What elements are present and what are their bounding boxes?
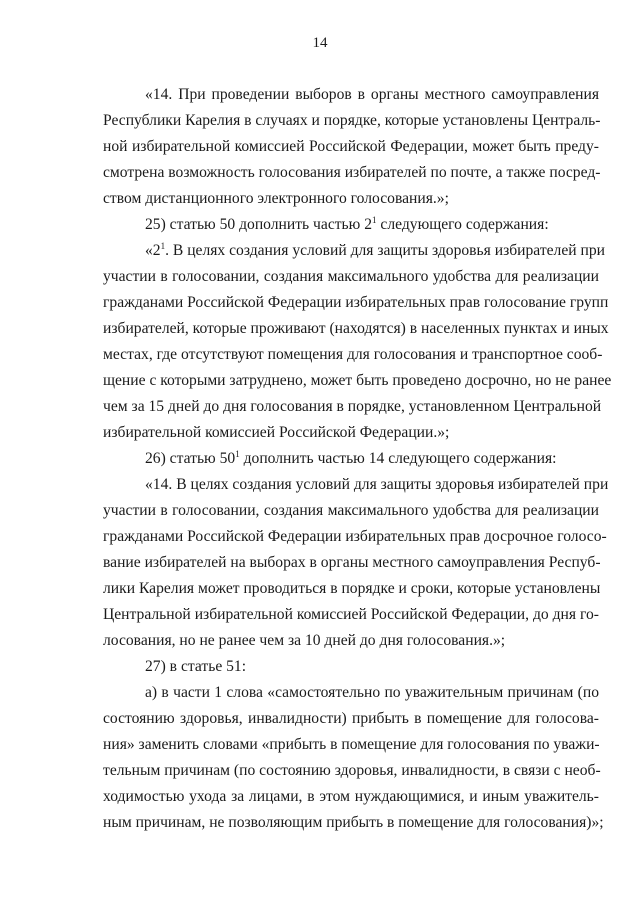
text-fragment: следующего содержания: bbox=[376, 216, 549, 233]
text-line: ной избирательной комиссией Российской Федерации, может быть преду- bbox=[103, 138, 599, 155]
text-line: тельным причинам (по состоянию здоровья, инвалидности, в связи с необ- bbox=[103, 762, 601, 779]
text-line: Республики Карелия в случаях и порядке, которые установлены Централь- bbox=[103, 112, 601, 129]
text-line: участии в голосовании, создания максимального удобства для реализации bbox=[103, 268, 599, 285]
text-line: лики Карелия может проводиться в порядке и сроки, которые установлены bbox=[103, 580, 601, 597]
text-line: избирателей, которые проживают (находятся) в населенных пунктах и иных bbox=[103, 320, 609, 337]
text-line: вание избирателей на выборах в органы местного самоуправления Респуб- bbox=[103, 554, 601, 571]
text-line: 27) в статье 51: bbox=[145, 658, 247, 675]
text-line bbox=[145, 215, 549, 235]
text-line: местах, где отсутствуют помещения для голосования и транспортное сооб- bbox=[103, 346, 603, 363]
text-line: гражданами Российской Федерации избирательных прав голосование групп bbox=[103, 294, 609, 311]
text-line: участии в голосовании, создания максимального удобства для реализации bbox=[103, 502, 599, 519]
text-line: ходимостью ухода за лицами, в этом нуждающимися, и иным уважитель- bbox=[103, 788, 599, 805]
text-line: Центральной избирательной комиссией Российской Федерации, до дня го- bbox=[103, 606, 599, 623]
text-line: «14. В целях создания условий для защиты здоровья избирателей при bbox=[145, 476, 609, 493]
text-line: ния» заменить словами «прибыть в помещение для голосования по уважи- bbox=[103, 736, 600, 753]
text-fragment: 26) статью 50 bbox=[145, 450, 236, 467]
superscript: 1 bbox=[235, 449, 240, 459]
text-line: щение с которыми затруднено, может быть проведено досрочно, но не ранее bbox=[103, 372, 612, 389]
page-number: 14 bbox=[312, 35, 328, 51]
text-fragment: 25) статью 50 дополнить частью 2 bbox=[145, 216, 373, 233]
text-fragment: «2 bbox=[145, 242, 161, 259]
text-line: чем за 15 дней до дня голосования в порядке, установленном Центральной bbox=[103, 398, 602, 415]
text-line: ством дистанционного электронного голосования.»; bbox=[103, 190, 449, 207]
text-line: состоянию здоровья, инвалидности) прибыть в помещение для голосова- bbox=[103, 710, 599, 727]
superscript: 1 bbox=[160, 241, 166, 251]
superscript: 1 bbox=[372, 215, 377, 225]
text-line: избирательной комиссией Российской Федерации.»; bbox=[103, 424, 450, 441]
text-line: гражданами Российской Федерации избирательных прав досрочное голосо- bbox=[103, 528, 607, 545]
text-line bbox=[145, 241, 605, 261]
text-line: «14. При проведении выборов в органы местного самоуправления bbox=[145, 86, 599, 103]
text-fragment: . В целях создания условий для защиты здоровья избирателей при bbox=[165, 242, 605, 259]
text-fragment: дополнить частью 14 следующего содержания: bbox=[239, 450, 557, 467]
text-line: смотрена возможность голосования избирателей по почте, а также посред- bbox=[103, 164, 601, 181]
text-line: а) в части 1 слова «самостоятельно по уважительным причинам (по bbox=[145, 684, 599, 701]
text-line bbox=[145, 449, 556, 469]
text-line: ным причинам, не позволяющим прибыть в помещение для голосования)»; bbox=[103, 814, 604, 831]
text-line: лосования, но не ранее чем за 10 дней до дня голосования.»; bbox=[103, 632, 506, 649]
